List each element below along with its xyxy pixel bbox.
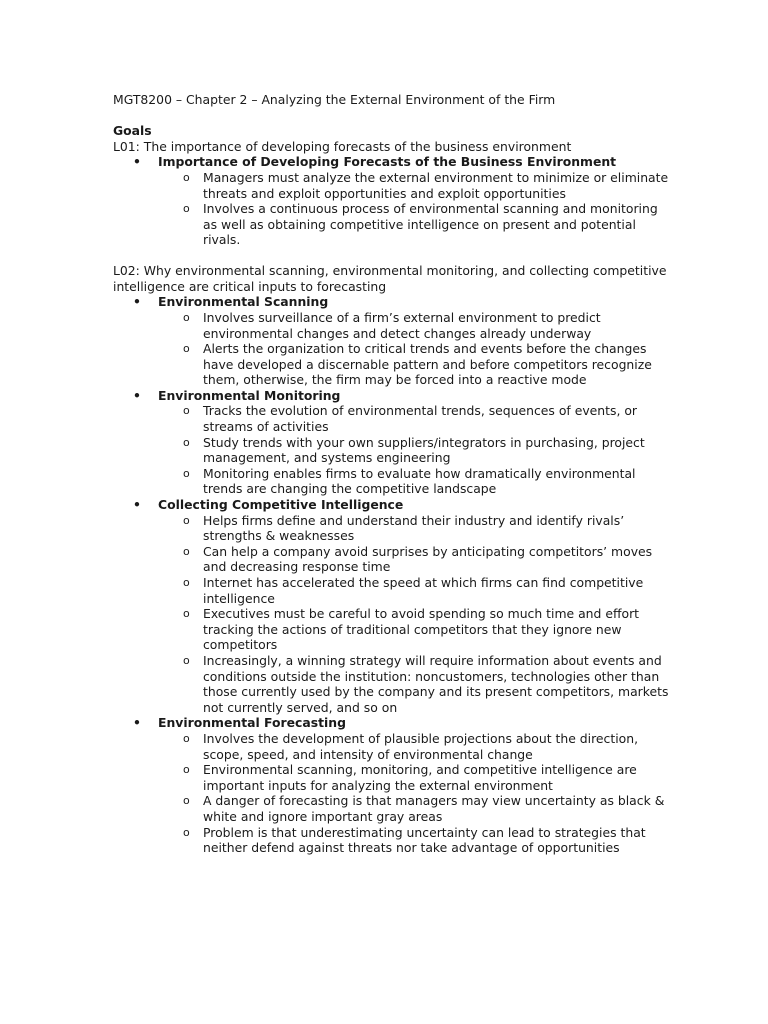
point-list [158, 513, 673, 716]
circle-bullet-icon: o [183, 513, 190, 527]
topic-heading: Importance of Developing Forecasts of the Business Environment [158, 154, 617, 170]
document-page [113, 92, 673, 856]
point-text: Increasingly, a winning strategy will require information about events and conditions outside the institution: noncustomers, technologies other than those currently used by the company and its present competitors, markets not currently served, and so on [203, 652, 669, 715]
bullet-icon: • [133, 294, 141, 310]
circle-bullet-icon: o [183, 544, 190, 558]
point-text: A danger of forecasting is that managers may view uncertainty as black & white and ignore important gray areas [203, 793, 665, 824]
topic-heading: Environmental Forecasting [158, 715, 346, 731]
topic-item [113, 388, 673, 497]
circle-bullet-icon: o [183, 607, 190, 621]
point-text: Involves a continuous process of environmental scanning and monitoring as well as obtaining competitive intelligence on present and potential rivals. [203, 201, 658, 248]
circle-bullet-icon: o [183, 825, 190, 839]
goals-heading: Goals [113, 123, 152, 139]
point-item [158, 575, 673, 606]
topic-list [113, 154, 673, 248]
bullet-icon: • [133, 154, 141, 170]
point-list [158, 310, 673, 388]
point-item [158, 201, 673, 248]
document-title: MGT8200 – Chapter 2 – Analyzing the External Environment of the Firm [113, 92, 556, 107]
topic-heading: Collecting Competitive Intelligence [158, 497, 404, 513]
point-item [158, 793, 673, 824]
point-item [158, 403, 673, 434]
topic-heading: Environmental Monitoring [158, 387, 341, 403]
circle-bullet-icon: o [183, 466, 190, 480]
topic-item [113, 154, 673, 248]
point-text: Involves the development of plausible projections about the direction, scope, speed, and intensity of environmental change [203, 730, 639, 762]
point-text: Monitoring enables firms to evaluate how dramatically environmental trends are changing the competitive landscape [203, 465, 636, 497]
objective-label: L02: Why environmental scanning, environmental monitoring, and collecting competitive intelligence are critical inputs to forecasting [113, 263, 667, 294]
point-item [158, 170, 673, 201]
point-text: Involves surveillance of a firm’s external environment to predict environmental changes and detect changes already underway [203, 309, 601, 341]
circle-bullet-icon: o [183, 763, 190, 777]
point-text: Executives must be careful to avoid spending so much time and effort tracking the actions of traditional competitors that they ignore new competitors [203, 606, 640, 653]
point-item [158, 466, 673, 497]
point-text: Can help a company avoid surprises by anticipating competitors’ moves and decreasing response time [203, 543, 653, 575]
circle-bullet-icon: o [183, 653, 190, 667]
point-item [158, 762, 673, 793]
point-text: Helps firms define and understand their industry and identify rivals’ strengths & weaknesses [203, 512, 625, 544]
circle-bullet-icon: o [183, 794, 190, 808]
bullet-icon: • [133, 387, 141, 403]
point-item [158, 544, 673, 575]
point-item [158, 653, 673, 715]
point-text: Internet has accelerated the speed at which firms can find competitive intelligence [203, 575, 644, 606]
objective-spacer [113, 248, 673, 263]
circle-bullet-icon: o [183, 342, 190, 356]
topic-item [113, 497, 673, 715]
point-text: Alerts the organization to critical trends and events before the changes have developed a discernable pattern and before competitors recognize them, otherwise, the firm may be forced into a reactive mode [203, 341, 652, 388]
circle-bullet-icon: o [183, 404, 190, 418]
point-item [158, 606, 673, 653]
point-text: Problem is that underestimating uncertainty can lead to strategies that neither defend against threats nor take advantage of opportunities [203, 824, 646, 856]
point-text: Environmental scanning, monitoring, and competitive intelligence are important inputs for analyzing the external environment [203, 762, 637, 793]
circle-bullet-icon: o [183, 310, 190, 324]
point-item [158, 513, 673, 544]
topic-item [113, 715, 673, 855]
topic-heading: Environmental Scanning [158, 294, 329, 310]
circle-bullet-icon: o [183, 170, 190, 184]
circle-bullet-icon: o [183, 576, 190, 589]
circle-bullet-icon: o [183, 731, 190, 745]
point-list [158, 731, 673, 856]
bullet-icon: • [133, 497, 141, 513]
topic-list [113, 294, 673, 855]
objective-label: L01: The importance of developing forecasts of the business environment [113, 138, 572, 154]
point-item [158, 825, 673, 856]
objectives-list [113, 139, 673, 856]
point-text: Study trends with your own suppliers/integrators in purchasing, project management, and systems engineering [203, 434, 645, 466]
point-list [158, 170, 673, 248]
point-list [158, 403, 673, 497]
circle-bullet-icon: o [183, 435, 190, 449]
circle-bullet-icon: o [183, 202, 190, 216]
bullet-icon: • [133, 715, 141, 731]
point-item [158, 310, 673, 341]
point-item [158, 435, 673, 466]
topic-item [113, 294, 673, 388]
point-text: Tracks the evolution of environmental trends, sequences of events, or streams of activities [203, 403, 637, 435]
point-text: Managers must analyze the external environment to minimize or eliminate threats and exploit opportunities and exploit opportunities [203, 169, 669, 201]
title-spacer [113, 108, 673, 124]
point-item [158, 731, 673, 762]
point-item [158, 341, 673, 388]
